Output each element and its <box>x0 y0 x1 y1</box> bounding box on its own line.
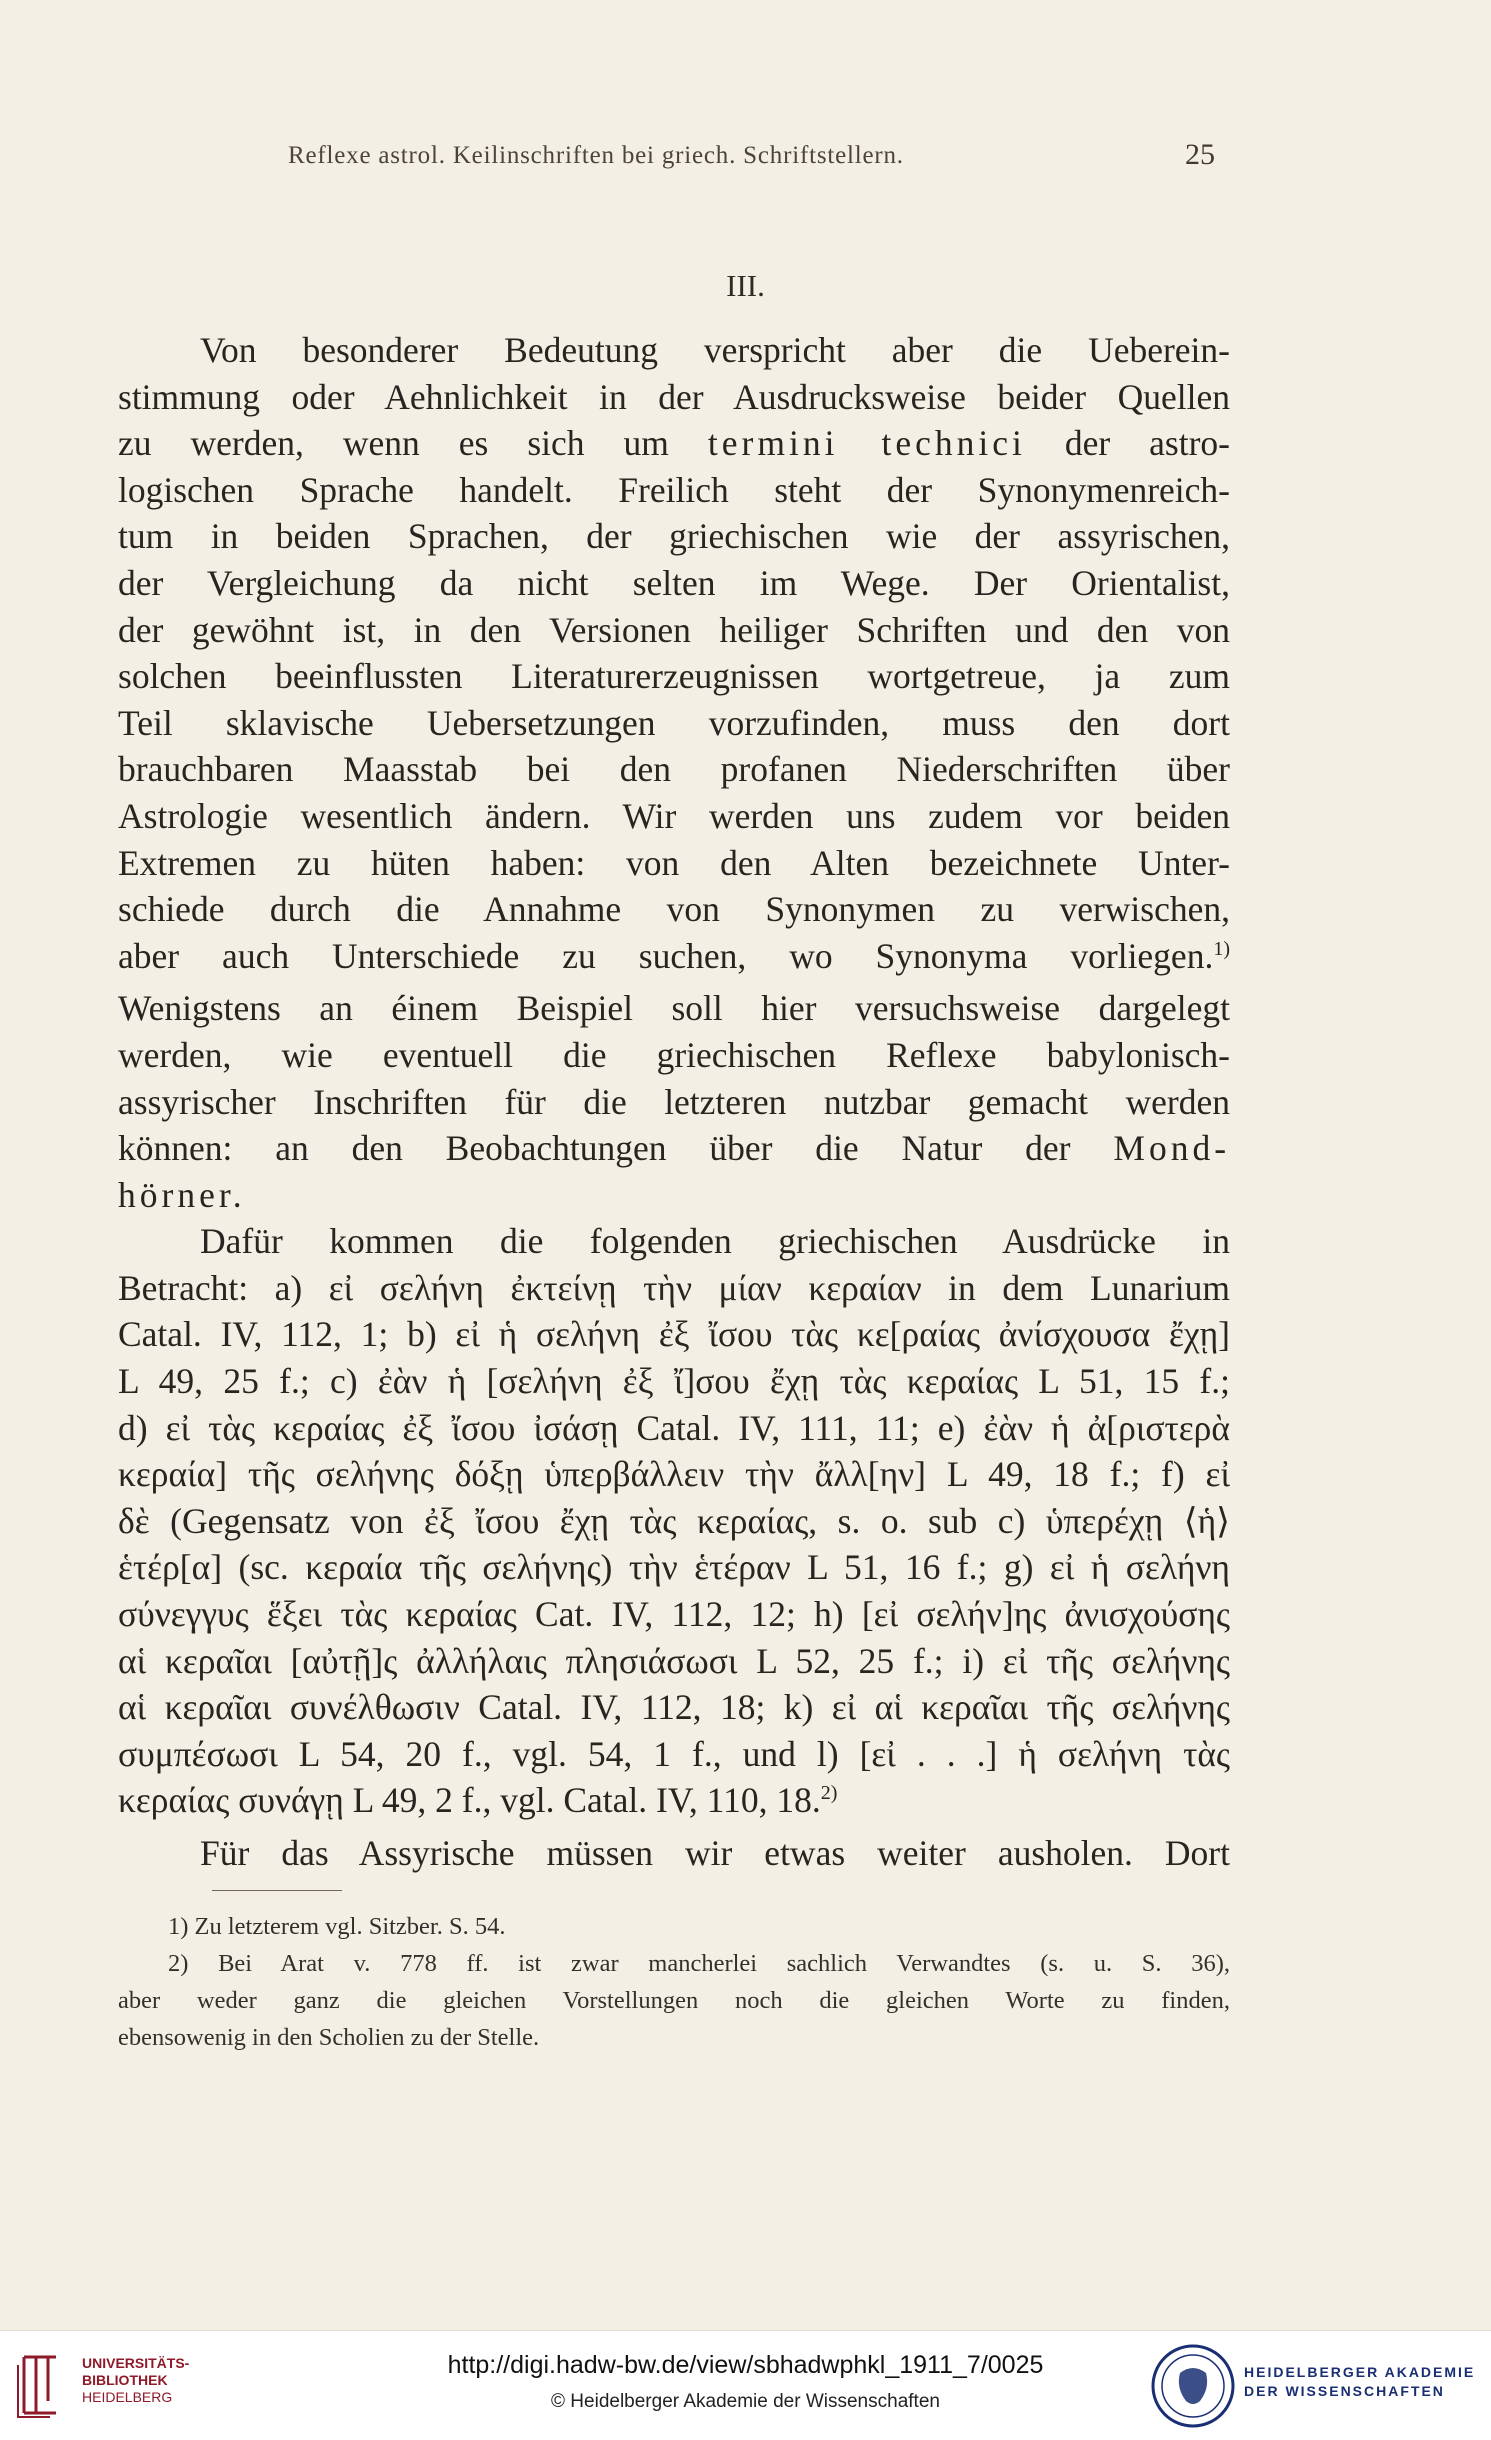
text-line: Für das Assyrische müssen wir etwas weiter ausholen. Dort <box>200 1833 1230 1873</box>
footnote-line: 2) Bei Arat v. 778 ff. ist zwar mancherlei sachlich Verwandtes (s. u. S. 36), <box>168 1950 1230 1977</box>
spaced-term: Mond- <box>1113 1128 1230 1169</box>
text-line: Catal. IV, 112, 1; b) εἰ ἡ σελήνη ἐξ ἴσου τὰς κε[ραίας ἀνίσχουσα ἔχῃ] <box>118 1314 1230 1355</box>
spaced-term: termini technici <box>707 423 1026 464</box>
footnote-line: aber weder ganz die gleichen Vorstellungen noch die gleichen Worte zu finden, <box>118 1987 1230 2014</box>
text-line <box>118 1172 1230 1219</box>
text-line: solchen beeinflussten Literaturerzeugnissen wortgetreue, ja zum <box>118 656 1230 697</box>
text-line: Extremen zu hüten haben: von den Alten bezeichnete Unter- <box>118 842 1230 883</box>
text-line: können: an den Beobachtungen über die Natur der Mond- <box>118 1128 1230 1169</box>
text-line: zu werden, wenn es sich um termini technici der astro- <box>118 423 1230 464</box>
text-line: tum in beiden Sprachen, der griechischen wie der assyrischen, <box>118 516 1230 557</box>
footnote-ref: 1) <box>1213 937 1230 960</box>
text-line: Wenigstens an éinem Beispiel soll hier versuchsweise dargelegt <box>118 988 1230 1029</box>
library-name: UNIVERSITÄTS- BIBLIOTHEK HEIDELBERG <box>82 2355 190 2405</box>
text-line: logischen Sprache handelt. Freilich steht der Synonymenreich- <box>118 469 1230 510</box>
text-line: schiede durch die Annahme von Synonymen zu verwischen, <box>118 889 1230 930</box>
text-line: Betracht: a) εἰ σελήνη ἐκτείνῃ τὴν μίαν κεραίαν in dem Lunarium <box>118 1267 1230 1308</box>
text-line: assyrischer Inschriften für die letzteren nutzbar gemacht werden <box>118 1081 1230 1122</box>
body-text <box>118 327 1230 1877</box>
text-line: stimmung oder Aehnlichkeit in der Ausdrucksweise beider Quellen <box>118 376 1230 417</box>
text-line: L 49, 25 f.; c) ἐὰν ἡ [σελήνη ἐξ ἴ]σου ἔχῃ τὰς κεραίας L 51, 15 f.; <box>118 1361 1230 1402</box>
text-line: σύνεγγυς ἕξει τὰς κεραίας Cat. IV, 112, 12; h) [εἰ σελήν]ης ἀνισχούσης <box>118 1594 1230 1635</box>
footnote-line: ebensowenig in den Scholien zu der Stelle. <box>118 2024 540 2051</box>
section-heading: III. <box>726 268 765 303</box>
running-head: Reflexe astrol. Keilinschriften bei griech. Schriftstellern. <box>288 142 904 169</box>
permalink[interactable]: http://digi.hadw-bw.de/view/sbhadwphkl_1911_7/0025 <box>447 2351 1044 2379</box>
text-line: brauchbaren Maasstab bei den profanen Niederschriften über <box>118 749 1230 790</box>
footnote-line: 1) Zu letzterem vgl. Sitzber. S. 54. <box>168 1913 506 1940</box>
viewer-footer <box>0 2330 1491 2440</box>
text-line: ἑτέρ[α] (sc. κεραία τῆς σελήνης) τὴν ἑτέραν L 51, 16 f.; g) εἰ ἡ σελήνη <box>118 1547 1230 1588</box>
text-line: aber auch Unterschiede zu suchen, wo Synonyma vorliegen.$^{1)}$ <box>118 935 1230 976</box>
text-line: αἱ κεραῖαι συνέλθωσιν Catal. IV, 112, 18; k) εἰ αἱ κεραῖαι τῆς σελήνης <box>118 1687 1230 1728</box>
academy-name: HEIDELBERGER AKADEMIE DER WISSENSCHAFTEN <box>1244 2364 1476 2399</box>
text-line: Dafür kommen die folgenden griechischen Ausdrücke in <box>200 1221 1230 1262</box>
page-number: 25 <box>1185 138 1215 171</box>
academy-seal-icon <box>1150 2343 1236 2429</box>
copyright-notice: © Heidelberger Akademie der Wissenschaften <box>551 2391 940 2412</box>
text-line: συμπέσωσι L 54, 20 f., vgl. 54, 1 f., und l) [εἰ . . .] ἡ σελήνη τὰς <box>118 1733 1230 1774</box>
text-line: Von besonderer Bedeutung verspricht aber die Ueberein- <box>200 330 1230 370</box>
text-line: der Vergleichung da nicht selten im Wege. Der Orientalist, <box>118 562 1230 603</box>
footnote-rule <box>212 1890 342 1891</box>
text-line: κεραία] τῆς σελήνης δόξῃ ὑπερβάλλειν τὴν ἄλλ[ην] L 49, 18 f.; f) εἰ <box>118 1454 1230 1495</box>
footnote-ref: 2) <box>820 1782 838 1805</box>
text-line: δὲ (Gegensatz von ἐξ ἴσου ἔχῃ τὰς κεραίας, s. o. sub c) ὑπερέχῃ ⟨ἡ⟩ <box>118 1500 1230 1541</box>
footnotes <box>118 1908 1230 2056</box>
text-line: der gewöhnt ist, in den Versionen heiliger Schriften und den von <box>118 609 1230 650</box>
text-line: d) εἰ τὰς κεραίας ἐξ ἴσου ἰσάσῃ Catal. IV, 111, 11; e) ἐὰν ἡ ἀ[ριστερὰ <box>118 1407 1230 1448</box>
text-line: αἱ κεραῖαι [αὐτῇ]ς ἀλλήλαις πλησιάσωσι L 52, 25 f.; i) εἰ τῆς σελήνης <box>118 1640 1230 1681</box>
text-line: Astrologie wesentlich ändern. Wir werden uns zudem vor beiden <box>118 795 1230 836</box>
text-line: Teil sklavische Uebersetzungen vorzufinden, muss den dort <box>118 702 1230 743</box>
text-line: werden, wie eventuell die griechischen Reflexe babylonisch- <box>118 1034 1230 1075</box>
text-line: κεραίας συνάγῃ L 49, 2 f., vgl. Catal. IV, 110, 18.$^{2)}$ <box>118 1780 838 1821</box>
spaced-term: hörner. <box>118 1174 246 1215</box>
